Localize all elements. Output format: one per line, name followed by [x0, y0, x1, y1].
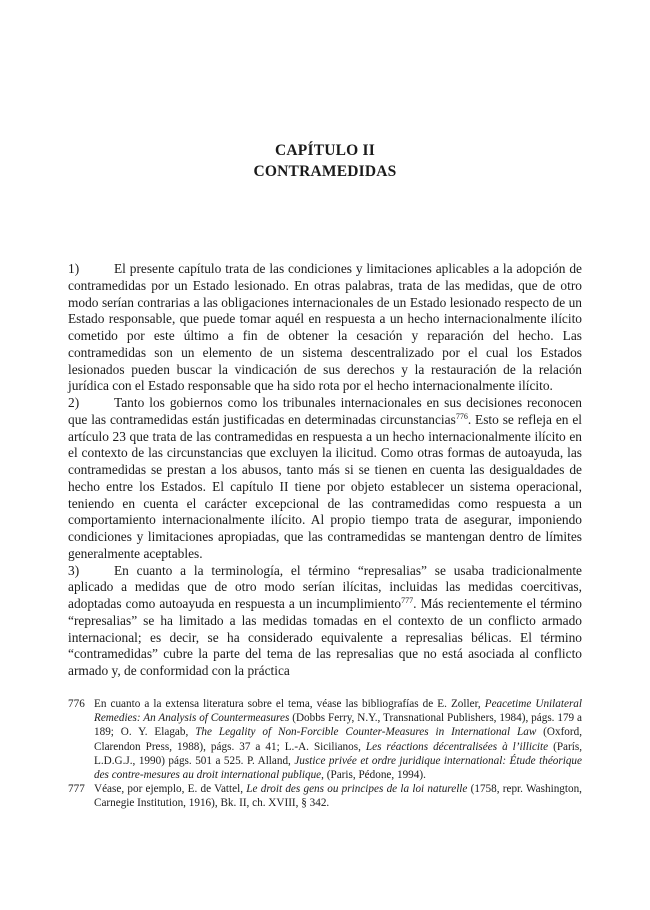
- paragraph-text: En cuanto a la terminología, el término “represalias” se usaba tradicionalmente aplicado a medidas que de otro modo serían ilícitas, incluidas las medidas coercitivas, adoptadas como autoayuda en respuesta a un incumplimiento: [68, 562, 582, 611]
- paragraph-text-cont: . Más recientemente el término “represalias” se ha limitado a las medidas tomadas en el contexto de un conflicto armado internacional; es decir, se ha considerado equivalente a represalias bélicas. El término “contramedidas” cubre la parte del tema de las represalias que no está asociada al conflicto armado y, de conformidad con la práctica: [68, 596, 582, 678]
- footnote-italic-title: Justice privée et ordre juridique international: Étude théorique des contre-mesures au droit international publique: [94, 754, 582, 782]
- footnote-italic-title: Le droit des gens ou principes de la loi naturelle: [246, 783, 468, 796]
- paragraph-text: Tanto los gobiernos como los tribunales internacionales en sus decisiones reconocen que las contramedidas están justificadas en determinadas circunstancias: [68, 395, 582, 427]
- footnote-italic-title: Les réactions décentralisées à l’illicite: [365, 740, 549, 753]
- footnote-segment: , (Paris, Pédone, 1994).: [321, 769, 426, 782]
- footnote-italic-title: The Legality of Non-Forcible Counter-Measures in International Law: [195, 726, 537, 739]
- paragraph-1: [68, 261, 582, 395]
- paragraph-number: 1): [68, 261, 80, 276]
- footnote-777: [68, 782, 582, 810]
- footnote-segment: (París, L.D.G.J., 1990) págs. 501 a 525. P. Alland,: [94, 740, 582, 767]
- footnote-segment: Véase, por ejemplo, E. de Vattel,: [94, 783, 247, 796]
- paragraph-number: 2): [68, 395, 80, 410]
- footnote-ref-776[interactable]: 776: [455, 411, 468, 421]
- body-text: [68, 261, 582, 680]
- paragraph-3: [68, 563, 582, 680]
- chapter-heading: [0, 140, 650, 182]
- footnote-segment: (Dobbs Ferry, N.Y., Transnational Publishers, 1984), págs. 179 a 189; O. Y. Elagab,: [94, 712, 582, 739]
- footnote-ref-777[interactable]: 777: [401, 596, 414, 605]
- chapter-title: CONTRAMEDIDAS: [253, 163, 397, 180]
- chapter-number: CAPÍTULO II: [275, 142, 375, 159]
- footnote-number: 776: [68, 698, 85, 710]
- paragraph-text-cont: . Esto se refleja en el artículo 23 que trata de las contramedidas en respuesta a un hecho internacionalmente ilícito en el contexto de las circunstancias que excluyen la ilicitud. Como otras formas de autoayuda, las contramedidas se prestan a los abusos, tanto más si se tienen en cuenta las desigualdades de hecho entre los Estados. El capítulo II tiene por objeto establecer un sistema operacional, teniendo en cuenta el carácter excepcional de las contramedidas como respuesta a un comportamiento internacionalmente ilícito. Al propio tiempo trata de asegurar, imponiendo condiciones y limitaciones apropiadas, que las contramedidas se mantengan dentro de límites generalmente aceptables.: [68, 411, 583, 561]
- footnote-number: 777: [68, 783, 85, 796]
- footnote-text: [94, 782, 582, 810]
- paragraph-text: El presente capítulo trata de las condiciones y limitaciones aplicables a la adopción de contramedidas por un Estado lesionado. En otras palabras, trata de las medidas, que de otro modo serían contrarias a las obligaciones internacionales de un Estado lesionado respecto de un Estado responsable, que puede tomar aquél en respuesta a un hecho internacionalmente ilícito cometido por este último a fin de obtener la cesación y reparación del hecho. Las contramedidas son un elemento de un sistema descentralizado por el cual los Estados lesionados pueden buscar la vindicación de sus derechos y la restauración de la relación jurídica con el Estado responsable que ha sido rota por el hecho internacionalmente ilícito.: [68, 261, 582, 394]
- footnote-segment: (1758, repr. Washington, Carnegie Institution, 1916), Bk. II, ch. XVIII, § 342.: [94, 783, 582, 810]
- footnote-776: [68, 697, 582, 782]
- paragraph-number: 3): [68, 562, 80, 578]
- footnote-segment: (Oxford, Clarendon Press, 1988), págs. 37 a 41; L.-A. Sicilianos,: [94, 726, 583, 753]
- footnote-text: [94, 697, 582, 782]
- footnote-segment: En cuanto a la extensa literatura sobre el tema, véase las bibliografías de E. Zoller,: [94, 698, 485, 710]
- paragraph-2: [68, 395, 582, 563]
- footnote-italic-title: Peacetime Unilateral Remedies: An Analysis of Countermeasures: [94, 698, 582, 725]
- footnotes: [68, 697, 582, 811]
